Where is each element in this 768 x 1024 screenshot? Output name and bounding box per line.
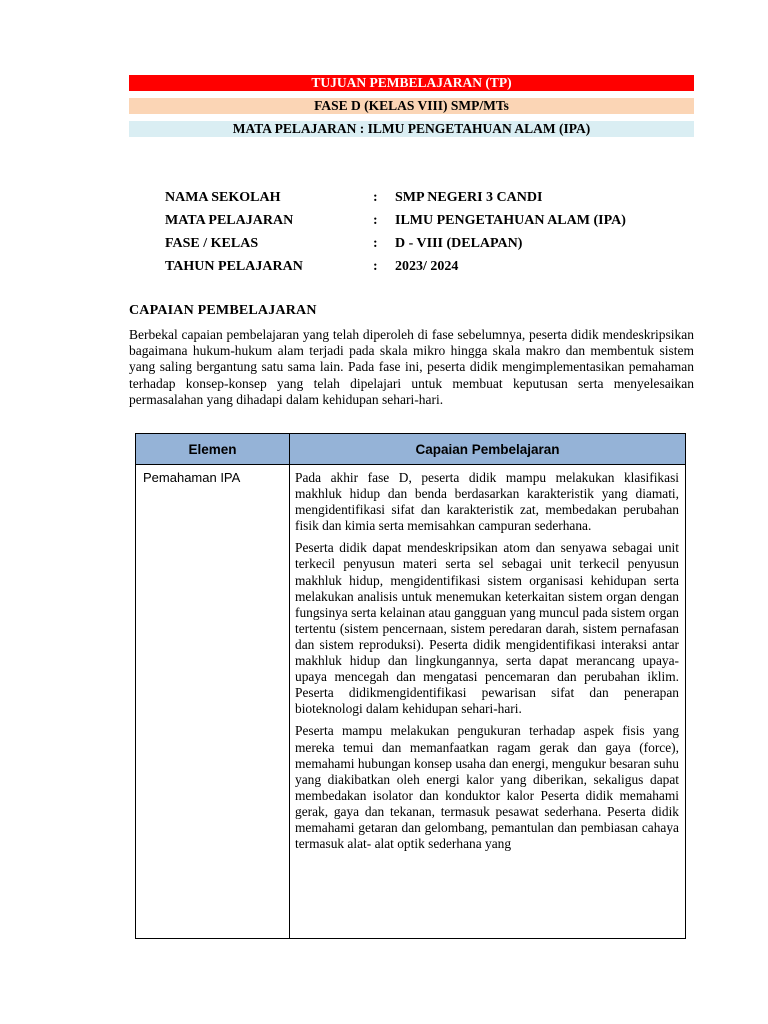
phase-banner: FASE D (KELAS VIII) SMP/MTs xyxy=(129,98,694,114)
info-colon: : xyxy=(373,213,378,228)
intro-paragraph: Berbekal capaian pembelajaran yang telah diperoleh di fase sebelumnya, peserta didik mendeskripsikan bagaimana hukum-hukum alam terjadi pada skala mikro hingga skala makro dan membentuk sistem yang saling bergantung satu sama lain. Pada fase ini, peserta didik mengimplementasikan pemahaman terhadap konsep-konsep yang telah dipelajari untuk membuat keputusan serta menyelesaikan permasalahan yang dihadapi dalam kehidupan sehari-hari. xyxy=(129,327,694,407)
info-row-subject xyxy=(165,212,626,235)
info-colon: : xyxy=(373,190,378,205)
info-colon: : xyxy=(373,259,378,274)
capaian-cell xyxy=(290,465,686,939)
achievement-table xyxy=(135,433,686,939)
capaian-paragraph: Peserta mampu melakukan pengukuran terhadap aspek fisis yang mereka temui dan memanfaatkan ragam gerak dan gaya (force), memahami hubungan konsep usaha dan energi, mengukur besaran suhu yang diakibatkan oleh energi kalor yang diberikan, sekaligus dapat membedakan isolator dan konduktor kalor Peserta didik memahami gerak, gaya dan tekanan, termasuk pesawat sederhana. Peserta didik memahami getaran dan gelombang, pemantulan dan pembiasan cahaya termasuk alat- alat optik sederhana yang xyxy=(295,723,679,852)
info-row-phase xyxy=(165,235,626,258)
table-header-row xyxy=(136,434,686,465)
header-elemen: Elemen xyxy=(136,434,290,465)
info-label: NAMA SEKOLAH xyxy=(165,190,281,205)
elemen-cell: Pemahaman IPA xyxy=(136,465,290,939)
title-banner: TUJUAN PEMBELAJARAN (TP) xyxy=(129,75,694,91)
info-value: ILMU PENGETAHUAN ALAM (IPA) xyxy=(395,213,626,228)
capaian-paragraph: Peserta didik dapat mendeskripsikan atom dan senyawa sebagai unit terkecil penyusun materi serta sel sebagai unit terkecil penyusun makhluk hidup, mengidentifikasi sistem organisasi kehidupan serta melakukan analisis untuk menemukan keterkaitan sistem organ dengan fungsinya serta kelainan atau gangguan yang muncul pada sistem organ tertentu (sistem pencernaan, sistem peredaran darah, sistem pernafasan dan sistem reproduksi). Peserta didik mengidentifikasi interaksi antar makhluk hidup dan lingkungannya, serta dapat merancang upaya-upaya mencegah dan mengatasi pencemaran dan perubahan iklim. Peserta didikmengidentifikasi pewarisan sifat dan penerapan bioteknologi dalam kehidupan sehari-hari. xyxy=(295,540,679,717)
info-value: 2023/ 2024 xyxy=(395,259,459,274)
info-row-school xyxy=(165,189,626,212)
section-title: CAPAIAN PEMBELAJARAN xyxy=(129,303,317,318)
capaian-paragraph: Pada akhir fase D, peserta didik mampu melakukan klasifikasi makhluk hidup dan benda berdasarkan karakteristik yang diamati, mengidentifikasi sifat dan karakteristik zat, membedakan perubahan fisik dan kimia serta memisahkan campuran sederhana. xyxy=(295,470,679,534)
info-label: MATA PELAJARAN xyxy=(165,213,294,228)
info-value: D - VIII (DELAPAN) xyxy=(395,236,523,251)
header-capaian: Capaian Pembelajaran xyxy=(290,434,686,465)
school-info xyxy=(165,189,626,281)
info-label: TAHUN PELAJARAN xyxy=(165,259,303,274)
info-row-year xyxy=(165,258,626,281)
table-row xyxy=(136,465,686,939)
info-label: FASE / KELAS xyxy=(165,236,259,251)
subject-banner: MATA PELAJARAN : ILMU PENGETAHUAN ALAM (IPA) xyxy=(129,121,694,137)
info-value: SMP NEGERI 3 CANDI xyxy=(395,190,543,205)
info-colon: : xyxy=(373,236,378,251)
